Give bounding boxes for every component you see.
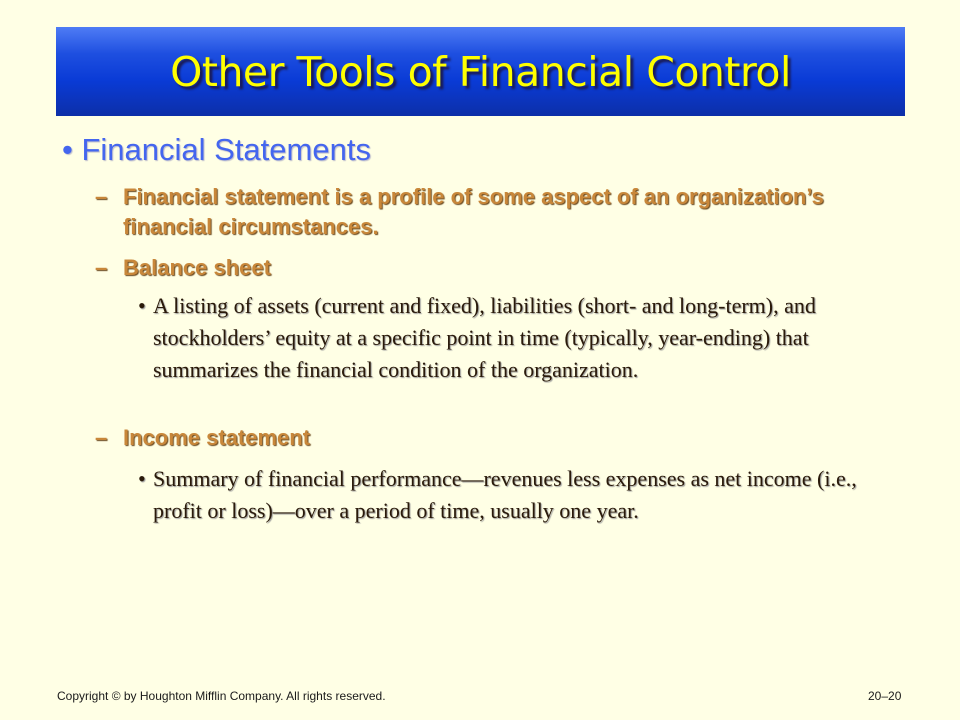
slide-title: Other Tools of Financial Control	[170, 47, 791, 96]
sub-item-text: Income statement	[123, 425, 311, 450]
main-bullet: • Financial Statements	[62, 132, 371, 167]
sub-item-balance-sheet	[95, 253, 843, 283]
bullet-marker: •	[138, 293, 146, 318]
bullet-marker: •	[138, 466, 146, 491]
dash-marker: –	[95, 255, 108, 280]
sub-item-text: Financial statement is a profile of some aspect of an organization’s financial circumstances.	[123, 184, 824, 239]
detail-income-statement	[138, 463, 893, 527]
page-number: 20–20	[868, 689, 902, 703]
sub-item-definition	[95, 182, 843, 242]
sub-item-income-statement	[95, 423, 843, 453]
detail-text: Summary of financial performance—revenues less expenses as net income (i.e., profit or loss)—over a period of time, usually one year.	[153, 466, 857, 523]
copyright-notice: Copyright © by Houghton Mifflin Company. All rights reserved.	[57, 689, 386, 703]
detail-text: A listing of assets (current and fixed), liabilities (short- and long-term), and stockholders’ equity at a specific point in time (typically, year-ending) that summarizes the financial condition of the organization.	[153, 293, 816, 382]
dash-marker: –	[95, 425, 108, 450]
detail-balance-sheet	[138, 290, 893, 386]
sub-item-text: Balance sheet	[123, 255, 271, 280]
dash-marker: –	[95, 184, 108, 209]
